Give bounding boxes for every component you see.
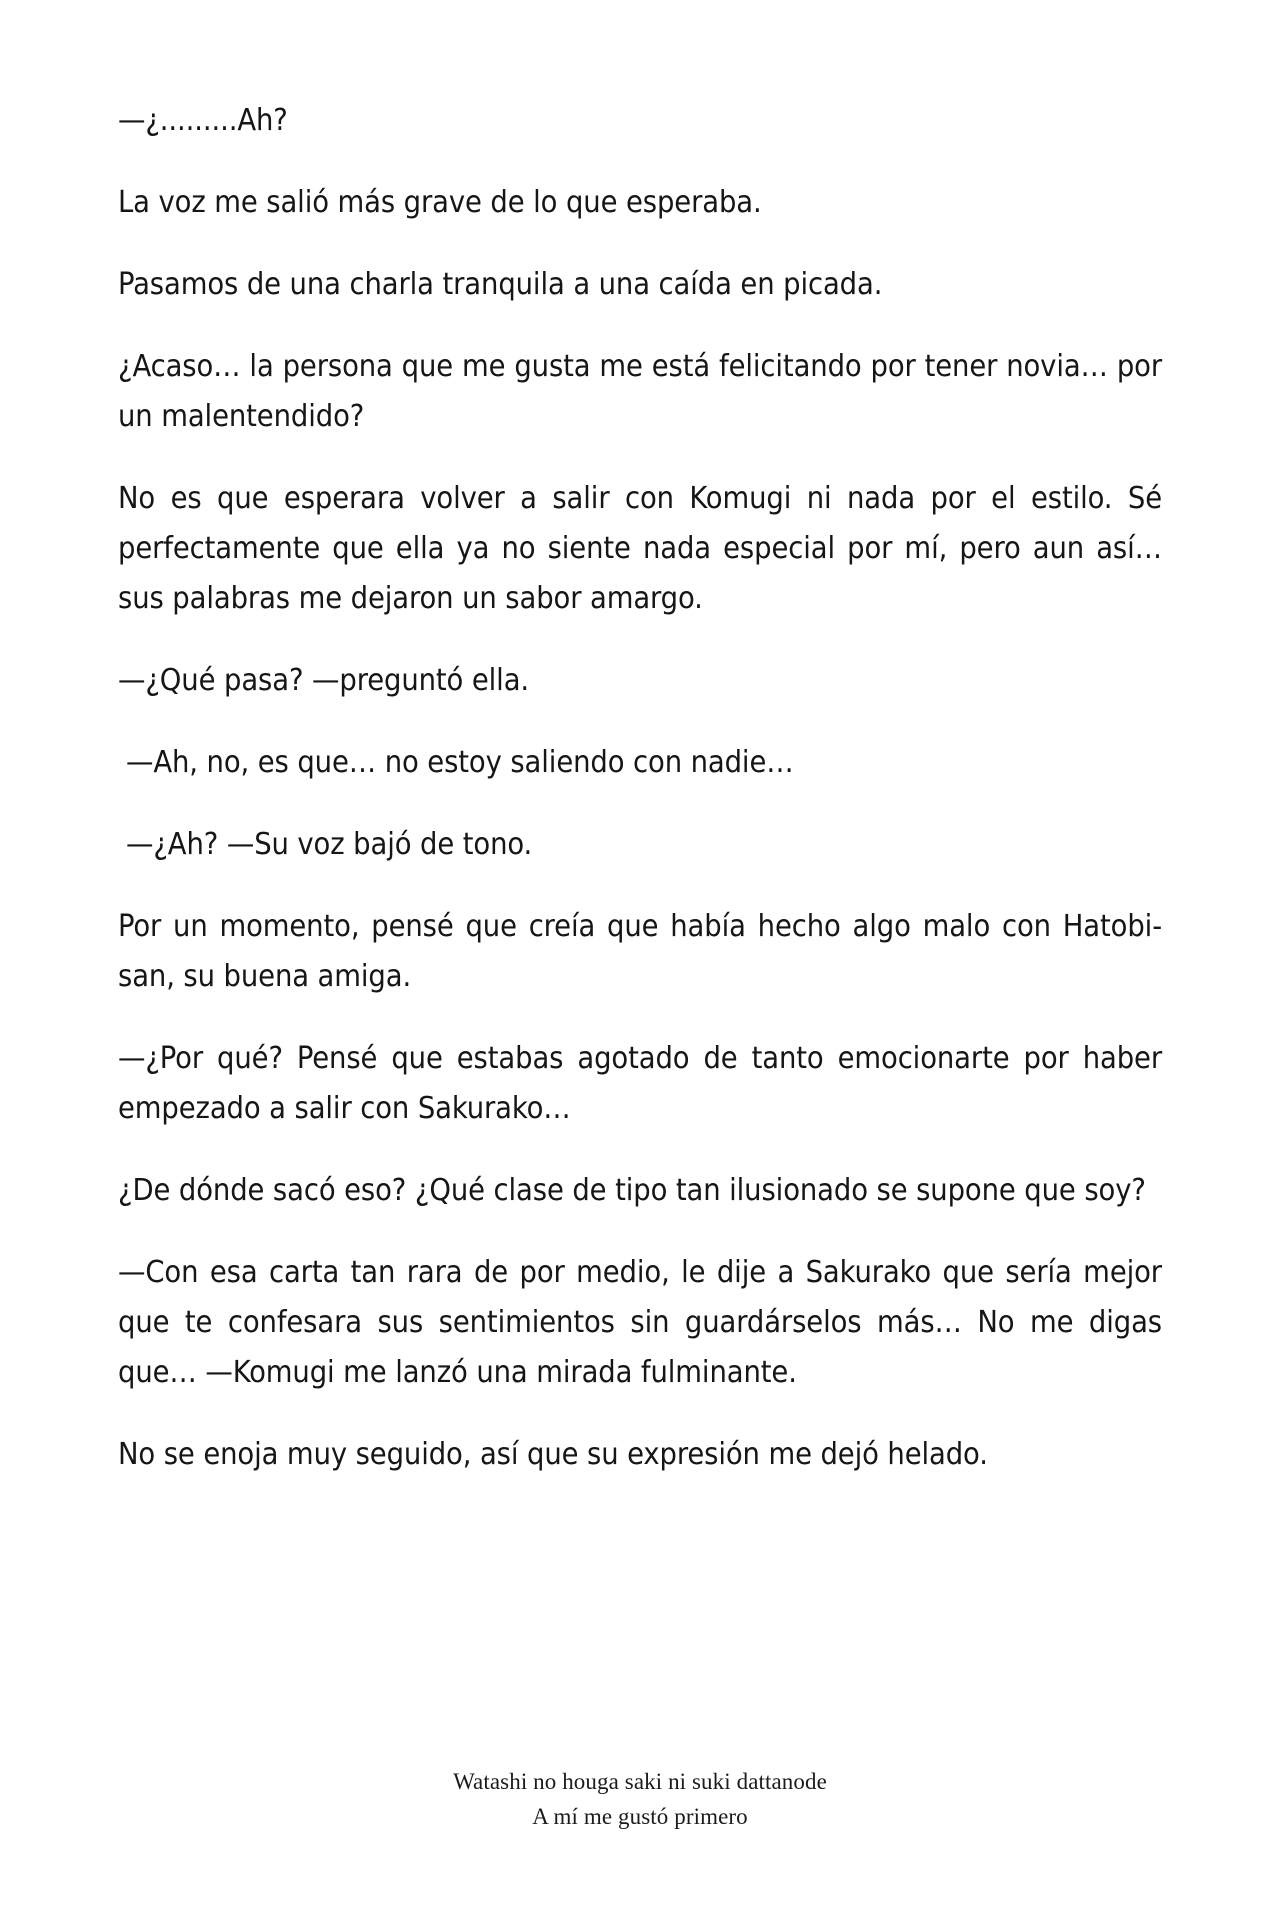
vertical-spacer (118, 1512, 1162, 1764)
paragraph: —¿Por qué? Pensé que estabas agotado de tanto emocionarte por haber empezado a salir con Sakurako… (118, 1041, 1162, 1126)
footer (118, 1764, 1162, 1920)
paragraph: La voz me salió más grave de lo que esperaba. (118, 185, 762, 220)
paragraph: —Con esa carta tan rara de por medio, le dije a Sakurako que sería mejor que te confesara sus sentimientos sin guardárselos más… No me digas que… —Komugi me lanzó una mirada fulminante. (118, 1255, 1162, 1390)
paragraph: —Ah, no, es que… no estoy saliendo con nadie… (126, 745, 794, 780)
paragraph: Por un momento, pensé que creía que había hecho algo malo con Hatobi-san, su buena amiga. (118, 909, 1162, 994)
footer-title-spanish: A mí me gustó primero (532, 1804, 748, 1829)
paragraph: No se enoja muy seguido, así que su expresión me dejó helado. (118, 1437, 988, 1472)
paragraph: ¿De dónde sacó eso? ¿Qué clase de tipo tan ilusionado se supone que soy? (118, 1173, 1146, 1208)
paragraph: —¿Ah? —Su voz bajó de tono. (126, 827, 533, 862)
footer-title-romaji: Watashi no houga saki ni suki dattanode (453, 1769, 827, 1794)
paragraph: —¿Qué pasa? —preguntó ella. (118, 663, 530, 698)
body-text-column (118, 96, 1162, 1512)
paragraph: Pasamos de una charla tranquila a una caída en picada. (118, 267, 883, 302)
paragraph: ¿Acaso… la persona que me gusta me está felicitando por tener novia… por un malentendido? (118, 349, 1162, 434)
paragraph: No es que esperara volver a salir con Komugi ni nada por el estilo. Sé perfectamente que ella ya no siente nada especial por mí, pero aun así… sus palabras me dejaron un sabor amargo. (118, 481, 1162, 616)
paragraph: —¿.........Ah? (118, 103, 288, 138)
